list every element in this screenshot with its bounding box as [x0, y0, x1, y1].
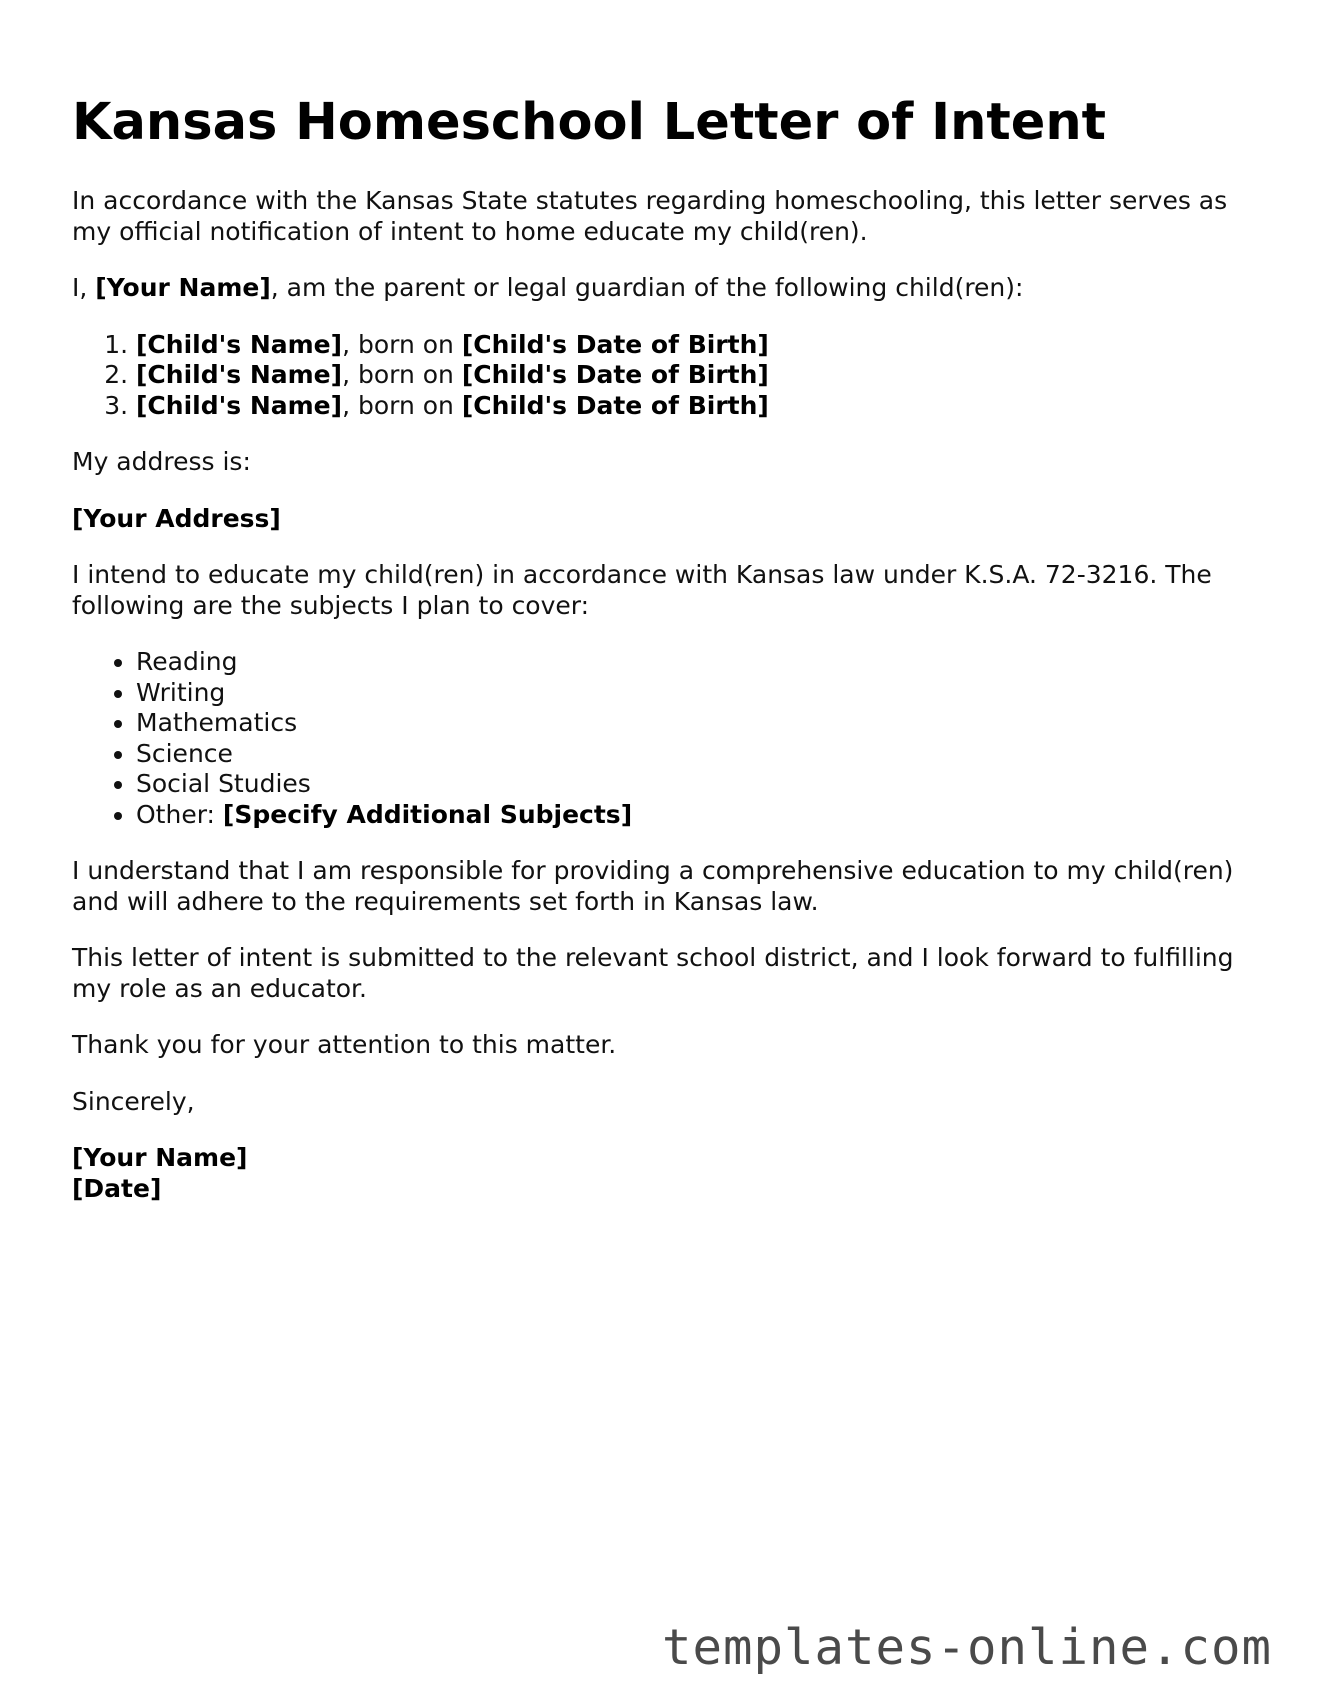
subjects-intro: I intend to educate my child(ren) in accordance with Kansas law under K.S.A. 72-3216. The following are the subjects I plan to cover: [72, 560, 1212, 620]
watermark-text: templates-online.com [661, 1619, 1272, 1676]
subjects-list [72, 647, 1252, 830]
child-dob-placeholder: [Child's Date of Birth] [461, 329, 769, 359]
list-item-child-2 [136, 360, 1252, 391]
list-item-subject: • Reading [136, 647, 1252, 678]
guardian-statement [72, 273, 1252, 304]
born-on-text: , born on [342, 329, 462, 359]
address-label: My address is: [72, 447, 251, 476]
signature-name-placeholder: [Your Name] [72, 1143, 248, 1172]
list-item-subject: • Social Studies [136, 769, 1252, 800]
children-list [72, 330, 1252, 422]
guardian-suffix: , am the parent or legal guardian of the following child(ren): [270, 273, 1024, 302]
signature-block [72, 1143, 1252, 1204]
guardian-name-placeholder: [Your Name] [95, 273, 271, 302]
address-placeholder: [Your Address] [72, 503, 281, 533]
child-name-placeholder: [Child's Name] [136, 329, 343, 359]
born-on-text: , born on [342, 360, 462, 389]
child-name-placeholder: [Child's Name] [136, 390, 343, 420]
other-label: Other: [136, 799, 223, 829]
list-item-subject: • Writing [136, 678, 1252, 709]
intro-paragraph: In accordance with the Kansas State statutes regarding homeschooling, this letter serves as my official notification of intent to home educate my child(ren). [72, 186, 1228, 246]
child-dob-placeholder: [Child's Date of Birth] [461, 360, 769, 389]
address-block [72, 504, 1252, 535]
closing-text: Sincerely, [72, 1086, 195, 1116]
guardian-prefix: I, [72, 273, 96, 302]
letter-document [72, 88, 1252, 1204]
thanks-paragraph: Thank you for your attention to this matter. [72, 1030, 617, 1059]
list-item-child-3 [136, 391, 1252, 422]
document-title: Kansas Homeschool Letter of Intent [72, 93, 1107, 152]
responsibility-paragraph: I understand that I am responsible for providing a comprehensive education to my child(ren) and will adhere to the requirements set forth in Kansas law. [72, 856, 1234, 916]
other-subjects-placeholder: [Specify Additional Subjects] [222, 799, 633, 829]
born-on-text: , born on [342, 390, 462, 420]
list-item-subject: • Science [136, 739, 1252, 770]
list-item-child-1 [136, 330, 1252, 361]
signature-date-placeholder: [Date] [72, 1173, 162, 1203]
list-item-other-subject [136, 800, 1252, 831]
child-name-placeholder: [Child's Name] [136, 360, 343, 389]
submission-paragraph: This letter of intent is submitted to the relevant school district, and I look forward to fulfilling my role as an educator. [72, 943, 1234, 1003]
list-item-subject: • Mathematics [136, 708, 1252, 739]
child-dob-placeholder: [Child's Date of Birth] [461, 390, 769, 420]
